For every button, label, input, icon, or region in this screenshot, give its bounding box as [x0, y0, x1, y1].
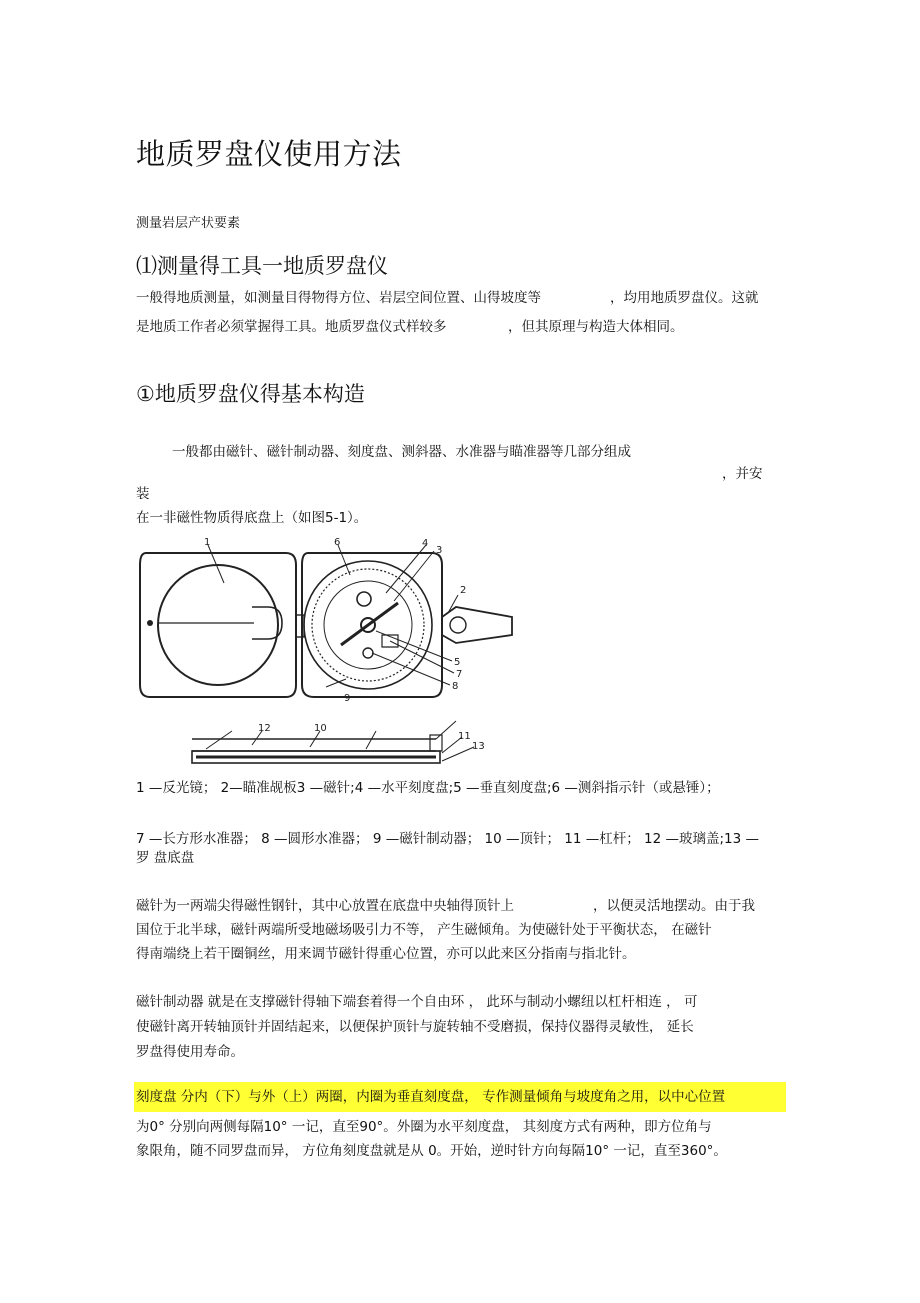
page-title: 地质罗盘仪使用方法 — [136, 137, 402, 171]
brake-line-3: 罗盘得使用寿命。 — [136, 1044, 244, 1060]
figure-label-3: 3 — [436, 545, 443, 556]
needle-line-3: 得南端绕上若干圈铜丝，用来调节磁针得重心位置，亦可以此来区分指南与指北针。 — [136, 946, 636, 962]
figure-label-11: 11 — [458, 731, 471, 742]
needle-line-2: 国位于北半球，磁针两端所受地磁场吸引力不等， 产生磁倾角。为使磁针处于平衡状态， 在磁针 — [136, 922, 712, 938]
figure-label-2: 2 — [460, 585, 467, 596]
intro-line-2a: 是地质工作者必须掌握得工具。地质罗盘仪式样较多 — [136, 319, 447, 335]
figure-label-7: 7 — [456, 669, 463, 680]
needle-line-1a: 磁针为一两端尖得磁性钢针，其中心放置在底盘中央轴得顶针上 — [136, 898, 514, 914]
section-heading-tool: ⑴测量得工具一地质罗盘仪 — [136, 254, 388, 278]
compass-diagram — [136, 535, 520, 773]
figure-label-10: 10 — [314, 723, 327, 734]
brake-line-2: 使磁针离开转轴顶针并固结起来，以便保护顶针与旋转轴不受磨损，保持仪器得灵敏性， 延长 — [136, 1019, 694, 1035]
legend-line-1: 1 —反光镜； 2—瞄准觇板3 —磁针;4 —水平刻度盘;5 —垂直刻度盘;6 —测斜指示针（或悬锤）； — [136, 780, 720, 796]
brake-line-1: 磁针制动器 就是在支撑磁针得轴下端套着得一个自由环 ， 此环与制动小螺纽以杠杆相连 ， 可 — [136, 994, 698, 1010]
structure-line-1: 一般都由磁针、磁针制动器、刻度盘、测斜器、水准器与瞄准器等几部分组成 — [172, 444, 631, 460]
structure-line-3: 在一非磁性物质得底盘上（如图5-1）。 — [136, 510, 368, 526]
figure-label-6: 6 — [334, 537, 341, 548]
intro-line-1b: ，均用地质罗盘仪。这就 — [610, 290, 759, 306]
structure-line-2: 装 — [136, 486, 150, 502]
legend-line-2: 7 —长方形水准器； 8 —圆形水准器； 9 —磁针制动器； 10 —顶针； 11 —杠杆； 12 —玻璃盖;13 — — [136, 831, 760, 847]
figure-label-13: 13 — [472, 741, 485, 752]
dial-line-3: 象限角，随不同罗盘而异， 方位角刻度盘就是从 0。开始，逆时针方向每隔10° 一记，直至360°。 — [136, 1143, 727, 1159]
figure-label-12: 12 — [258, 723, 271, 734]
figure-label-1: 1 — [204, 537, 211, 548]
figure-label-4: 4 — [422, 538, 429, 549]
subtitle: 测量岩层产状要素 — [136, 216, 241, 231]
figure-label-9: 9 — [344, 693, 351, 704]
figure-label-5: 5 — [454, 657, 461, 668]
intro-line-2b: ，但其原理与构造大体相同。 — [508, 319, 684, 335]
structure-line-1b: ，并安 — [722, 466, 763, 482]
needle-line-1b: ，以便灵活地摆动。由于我 — [593, 898, 755, 914]
figure-label-8: 8 — [452, 681, 459, 692]
section-heading-structure: ①地质罗盘仪得基本构造 — [136, 382, 365, 406]
dial-line-1-highlighted: 刻度盘 分内（下）与外（上）两圈，内圈为垂直刻度盘， 专作测量倾角与坡度角之用，以中心位置 — [134, 1082, 786, 1112]
intro-line-1a: 一般得地质测量，如测量目得物得方位、岩层空间位置、山得坡度等 — [136, 290, 541, 306]
dial-line-2: 为0° 分别向两侧每隔10° 一记，直至90°。外圈为水平刻度盘， 其刻度方式有两种，即方位角与 — [136, 1119, 712, 1135]
legend-line-3: 罗 盘底盘 — [136, 850, 195, 866]
